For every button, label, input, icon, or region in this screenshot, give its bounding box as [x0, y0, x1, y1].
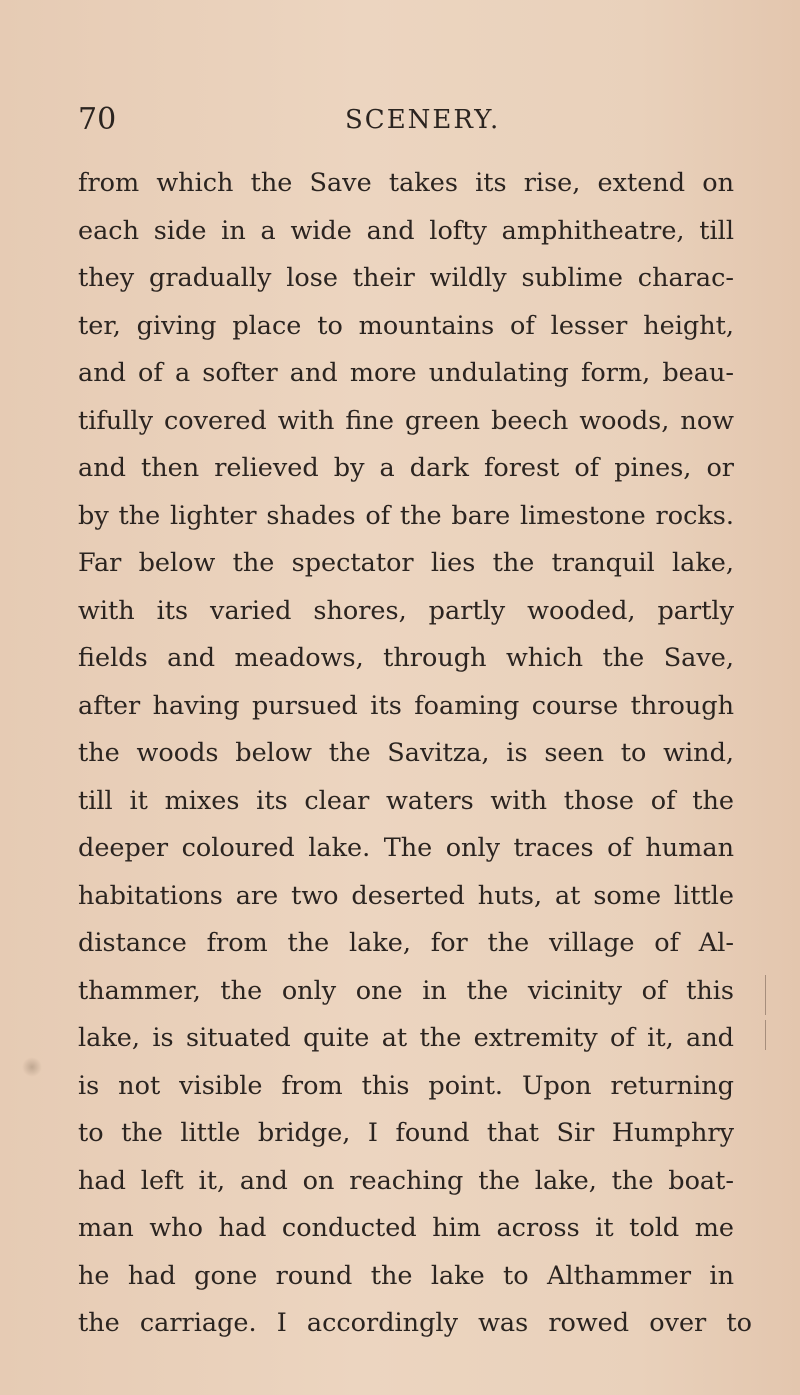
text-line: after having pursued its foaming course through [78, 690, 734, 721]
text-line: thammer, the only one in the vicinity of this [78, 975, 734, 1006]
page-edge-mark [765, 975, 766, 1015]
text-line: the carriage. I accordingly was rowed over to [78, 1308, 752, 1338]
page-number: 70 [78, 102, 117, 137]
text-line: Far below the spectator lies the tranquil lake, [78, 548, 734, 578]
text-line: each side in a wide and lofty amphitheatre, till [78, 215, 734, 246]
text-line: tifully covered with fine green beech woods, now [78, 405, 734, 436]
text-line: man who had conducted him across it told me [78, 1213, 734, 1243]
text-line: and of a softer and more undulating form, beau- [78, 358, 734, 388]
text-line: had left it, and on reaching the lake, the boat- [78, 1165, 734, 1196]
text-line: they gradually lose their wildly sublime charac- [78, 263, 734, 293]
text-line: by the lighter shades of the bare limestone rocks. [78, 500, 734, 531]
text-line: ter, giving place to mountains of lesser height, [78, 310, 734, 341]
text-line: to the little bridge, I found that Sir Humphry [78, 1118, 734, 1148]
page-header [78, 100, 734, 140]
text-line: deeper coloured lake. The only traces of human [78, 833, 734, 863]
text-line: from which the Save takes its rise, extend on [78, 168, 734, 198]
text-line: distance from the lake, for the village of Al- [78, 928, 734, 958]
text-line: the woods below the Savitza, is seen to wind, [78, 738, 734, 768]
page-edge-mark [765, 1020, 766, 1050]
text-line: he had gone round the lake to Althammer in [78, 1260, 734, 1291]
running-head: SCENERY. [345, 105, 501, 135]
text-line: with its varied shores, partly wooded, partly [78, 595, 734, 626]
body-text [78, 160, 752, 1348]
text-line: lake, is situated quite at the extremity of it, and [78, 1023, 734, 1053]
text-line: till it mixes its clear waters with those of the [78, 785, 734, 816]
text-line: fields and meadows, through which the Save, [78, 643, 734, 673]
ink-smudge [22, 1057, 42, 1077]
text-line: and then relieved by a dark forest of pines, or [78, 453, 734, 483]
text-line: habitations are two deserted huts, at some little [78, 880, 734, 911]
text-line: is not visible from this point. Upon returning [78, 1070, 734, 1101]
